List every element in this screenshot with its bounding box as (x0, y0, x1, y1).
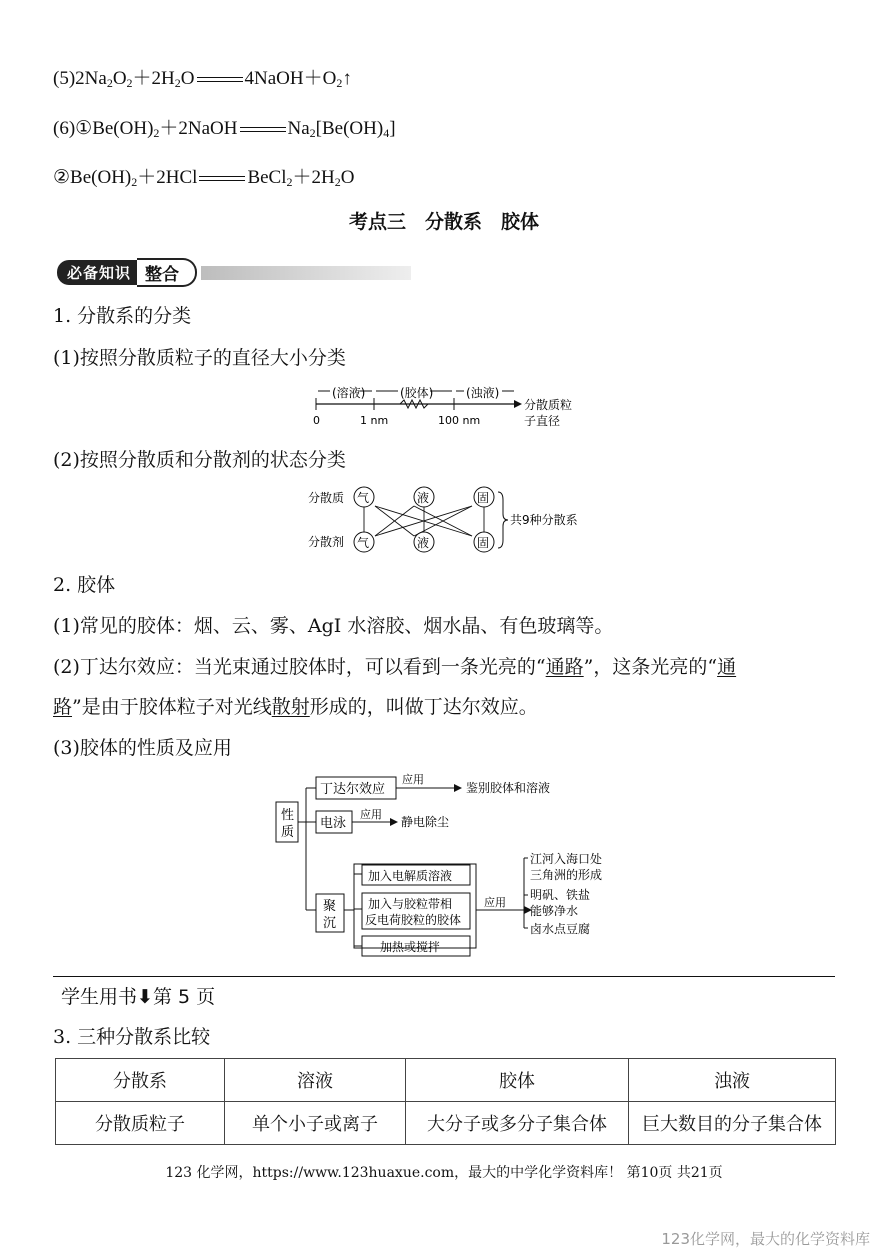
heading-3: 3. 三种分散系比较 (53, 1026, 211, 1048)
coag-label-1: 聚 (323, 899, 337, 914)
table-header-row (56, 1059, 836, 1102)
result-tofu: 卤水点豆腐 (530, 922, 591, 936)
result-alum-1: 明矾、铁盐 (530, 888, 591, 902)
state-liquid-bottom: 液 (417, 536, 430, 550)
table-row (56, 1102, 836, 1145)
down-arrow-icon: ⬇ (137, 986, 153, 1008)
equal-sign-icon (197, 172, 247, 186)
axis-label-1: 分散质粒 (524, 398, 573, 412)
section-title: 考点三 分散系 胶体 (348, 211, 539, 233)
result-delta-2: 三角洲的形成 (530, 868, 603, 882)
electro-apply-label: 应用 (360, 808, 382, 821)
item-2-3: (3)胶体的性质及应用 (53, 737, 232, 759)
watermark: 123化学网，最大的化学资料库 (661, 1230, 870, 1248)
table-header-cell: 分散系 (56, 1059, 225, 1102)
state-solid-bottom: 固 (477, 536, 490, 550)
state-classification-diagram (300, 480, 600, 558)
heading-1: 1. 分散系的分类 (53, 305, 192, 327)
tick-100nm: 100 nm (438, 414, 481, 427)
method-opposite-charge-2: 反电荷胶粒的胶体 (365, 913, 462, 927)
table-header-cell: 浊液 (629, 1059, 836, 1102)
row-label-medium: 分散剂 (308, 535, 345, 549)
table-cell: 巨大数目的分子集合体 (629, 1102, 836, 1145)
equation-5: $(5)2Na_2O_2+2H_2O$ $4NaOH+O_2↑$ (53, 68, 352, 90)
table-cell: 大分子或多分子集合体 (406, 1102, 629, 1145)
particle-size-diagram (300, 378, 600, 434)
electro-application: 静电除尘 (401, 815, 450, 829)
state-gas-bottom: 气 (357, 536, 370, 550)
result-delta-1: 江河入海口处 (530, 852, 603, 866)
item-2-2-line1: (2)丁达尔效应：当光束通过胶体时，可以看到一条光亮的“通路”，这条光亮的“通 (53, 656, 737, 678)
equal-sign-icon (195, 73, 245, 87)
tick-0: 0 (313, 414, 320, 427)
axis-label-2: 子直径 (524, 414, 561, 428)
state-liquid-top: 液 (417, 491, 430, 505)
equation-6-1: $(6)①Be(OH)_2+2NaOH$ $Na_2[Be(OH)_4]$ (53, 118, 396, 140)
root-label-2: 质 (281, 825, 295, 840)
label-colloid: (胶体) (400, 386, 434, 400)
colloid-properties-diagram (270, 770, 610, 962)
table-header-cell: 溶液 (225, 1059, 406, 1102)
heading-2: 2. 胶体 (53, 574, 116, 596)
item-1-1: (1)按照分散质粒子的直径大小分类 (53, 347, 346, 369)
table-cell: 单个小子或离子 (225, 1102, 406, 1145)
item-2-2-line2: 路”是由于胶体粒子对光线散射形成的，叫做丁达尔效应。 (53, 696, 538, 718)
badge-right-label: 整合 (137, 258, 197, 287)
knowledge-badge (57, 258, 411, 287)
divider-rule (53, 976, 835, 977)
label-turbid: (浊液) (466, 386, 500, 400)
tyndall-label: 丁达尔效应 (320, 782, 386, 797)
method-electrolyte: 加入电解质溶液 (368, 869, 453, 883)
method-opposite-charge-1: 加入与胶粒带相 (368, 897, 453, 911)
book-reference: 学生用书⬇第 5 页 (61, 986, 216, 1008)
tyndall-apply-label: 应用 (402, 773, 424, 786)
result-alum-2: 能够净水 (530, 904, 579, 918)
electro-label: 电泳 (320, 816, 347, 831)
coag-apply-label: 应用 (484, 896, 506, 909)
table-cell: 分散质粒子 (56, 1102, 225, 1145)
item-2-1: (1)常见的胶体：烟、云、雾、AgI 水溶胶、烟水晶、有色玻璃等。 (53, 615, 614, 637)
table-header-cell: 胶体 (406, 1059, 629, 1102)
label-solution: (溶液) (332, 386, 366, 400)
equal-sign-icon (238, 123, 288, 137)
item-1-2: (2)按照分散质和分散剂的状态分类 (53, 449, 346, 471)
equation-6-2: $②Be(OH)_2+2HCl$ $BeCl_2+2H_2O$ (53, 167, 355, 189)
page-footer: 123 化学网，https://www.123huaxue.com，最大的中学化学资料库！ 第10页 共21页 (165, 1165, 723, 1181)
state-solid-top: 固 (477, 491, 490, 505)
state-gas-top: 气 (357, 491, 370, 505)
axis-arrow-icon (514, 400, 522, 408)
badge-decor-bar (201, 266, 411, 280)
method-heat: 加热或搅拌 (380, 940, 441, 954)
summary-label: 共9种分散系 (510, 513, 578, 527)
badge-left-label: 必备知识 (57, 260, 145, 285)
tyndall-application: 鉴别胶体和溶液 (466, 781, 551, 795)
brace-icon (498, 492, 508, 548)
root-label-1: 性 (281, 808, 295, 823)
tick-1nm: 1 nm (360, 414, 389, 427)
coag-label-2: 沉 (323, 916, 337, 931)
comparison-table (55, 1058, 836, 1145)
row-label-dispersed: 分散质 (308, 491, 345, 505)
